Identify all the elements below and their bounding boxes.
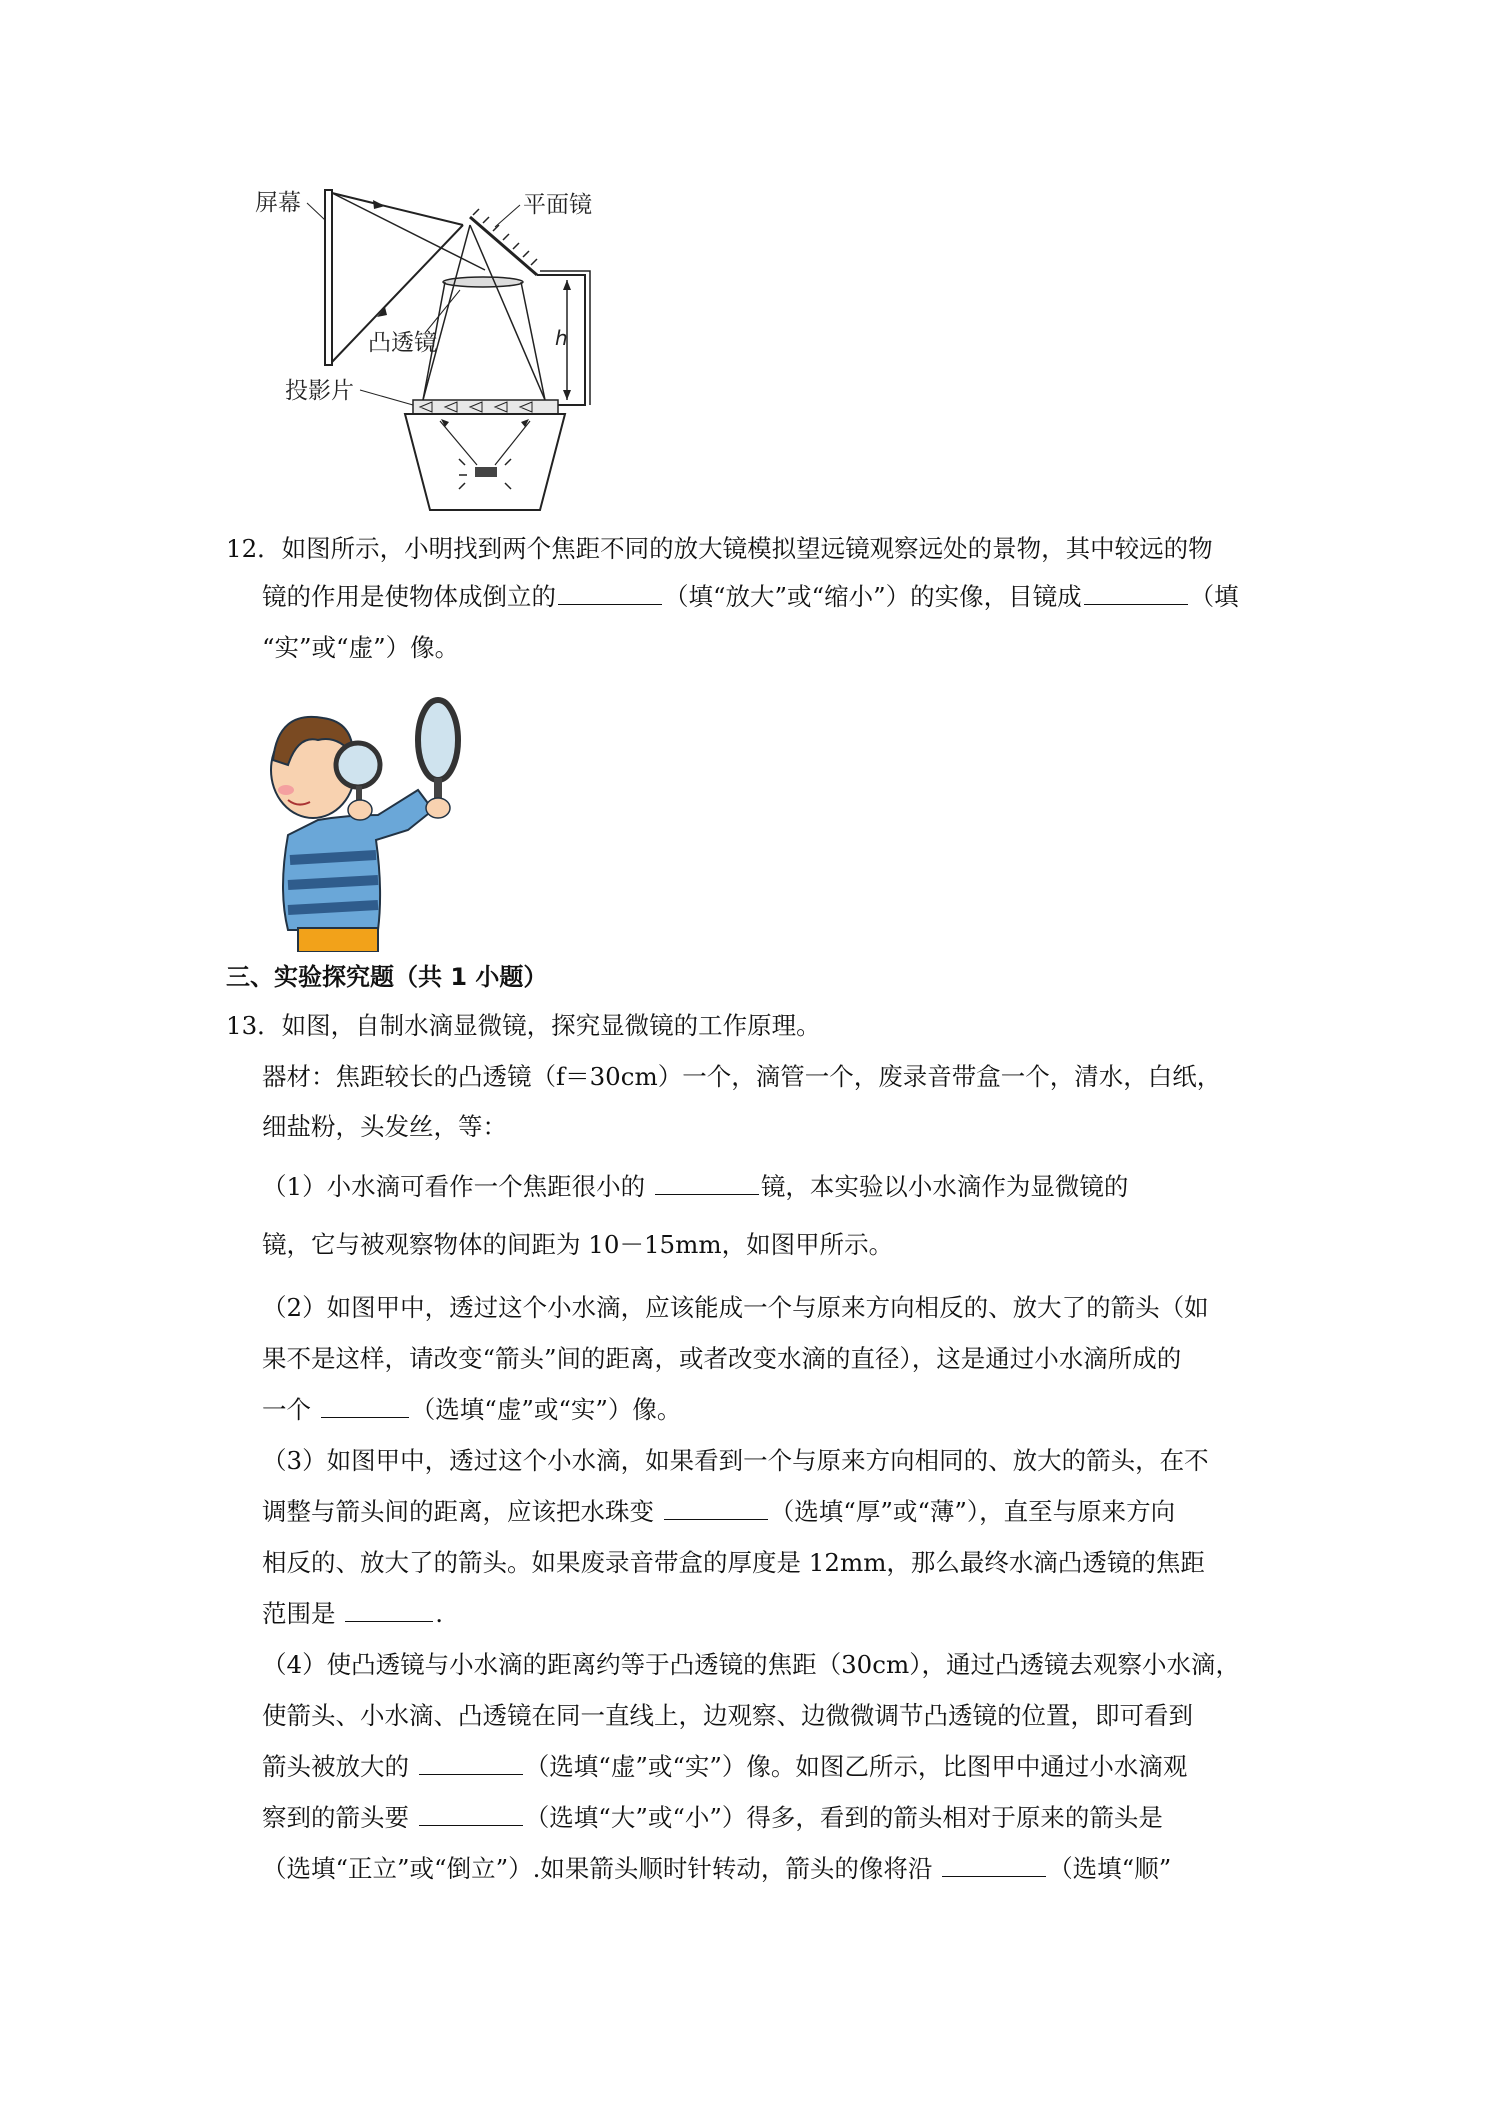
- boy-telescope-figure: [258, 690, 490, 952]
- screen-board: [325, 190, 332, 365]
- h-label: h: [555, 326, 568, 350]
- q13-p3-line3: 相反的、放大了的箭头。如果废录音带盒的厚度是 12mm，那么最终水滴凸透镜的焦距: [262, 1548, 1205, 1577]
- q13-p4-line3: 箭头被放大的 （选填“虚”或“实”）像。如图乙所示，比图甲中通过小水滴观: [262, 1752, 1188, 1781]
- q13-equip2: 细盐粉，头发丝，等：: [262, 1112, 507, 1141]
- section3-heading: 三、实验探究题（共 1 小题）: [226, 963, 548, 991]
- slide-label: 投影片: [285, 378, 354, 404]
- plane-mirror: [470, 217, 537, 275]
- q13-blank-4[interactable]: [345, 1599, 433, 1622]
- screen-label: 屏幕: [255, 190, 301, 216]
- projector-diagram: [255, 165, 600, 520]
- q13-p3-line4: 范围是 .: [262, 1599, 444, 1628]
- q13-p3-line1: （3）如图甲中，透过这个小水滴，如果看到一个与原来方向相同的、放大的箭头，在不: [262, 1446, 1209, 1475]
- q13-p3-line2: 调整与箭头间的距离，应该把水珠变 （选填“厚”或“薄”），直至与原来方向: [262, 1497, 1176, 1526]
- q13-p4-line1: （4）使凸透镜与小水滴的距离约等于凸透镜的焦距（30cm），通过凸透镜去观察小水滴，: [262, 1650, 1240, 1679]
- q12-line1: 12．如图所示，小明找到两个焦距不同的放大镜模拟望远镜观察远处的景物，其中较远的物: [226, 534, 1213, 563]
- q13-p4-line2: 使箭头、小水滴、凸透镜在同一直线上，边观察、边微微调节凸透镜的位置，即可看到: [262, 1701, 1193, 1730]
- q13-blank-5[interactable]: [419, 1752, 523, 1775]
- q13-p1-line1: （1）小水滴可看作一个焦距很小的 镜，本实验以小水滴作为显微镜的: [262, 1172, 1129, 1201]
- q12-blank-2[interactable]: [1084, 582, 1188, 605]
- q13-blank-1[interactable]: [655, 1172, 759, 1195]
- q13-p2-line3: 一个 （选填“虚”或“实”）像。: [262, 1395, 682, 1424]
- q13-p2-line1: （2）如图甲中，透过这个小水滴，应该能成一个与原来方向相反的、放大了的箭头（如: [262, 1293, 1209, 1322]
- lamp: [475, 467, 497, 477]
- q13-blank-6[interactable]: [419, 1803, 523, 1826]
- q13-blank-7[interactable]: [942, 1854, 1046, 1877]
- q13-line1: 13．如图，自制水滴显微镜，探究显微镜的工作原理。: [226, 1011, 821, 1040]
- q13-p2-line2: 果不是这样，请改变“箭头”间的距离，或者改变水滴的直径），这是通过小水滴所成的: [262, 1344, 1182, 1373]
- q13-equip1: 器材：焦距较长的凸透镜（f＝30cm）一个，滴管一个，废录音带盒一个，清水，白纸，: [262, 1062, 1222, 1091]
- boy-illustration: [258, 690, 490, 952]
- q12-line2: 镜的作用是使物体成倒立的 （填“放大”或“缩小”）的实像，目镜成 （填: [262, 582, 1239, 611]
- q13-blank-3[interactable]: [664, 1497, 768, 1520]
- mirror-label: 平面镜: [523, 192, 592, 218]
- lens-label: 凸透镜: [368, 330, 437, 356]
- projector-figure: [255, 165, 600, 520]
- q13-p4-line4: 察到的箭头要 （选填“大”或“小”）得多，看到的箭头相对于原来的箭头是: [262, 1803, 1163, 1832]
- slide: [413, 400, 558, 414]
- q12-blank-1[interactable]: [558, 582, 662, 605]
- lamp-box: [405, 414, 565, 510]
- q13-p4-line5: （选填“正立”或“倒立”）.如果箭头顺时针转动，箭头的像将沿 （选填“顺”: [262, 1854, 1172, 1883]
- q13-blank-2[interactable]: [321, 1395, 409, 1418]
- q12-line3: “实”或“虚”）像。: [262, 633, 460, 662]
- q13-p1-line2: 镜，它与被观察物体的间距为 10－15mm，如图甲所示。: [262, 1230, 894, 1259]
